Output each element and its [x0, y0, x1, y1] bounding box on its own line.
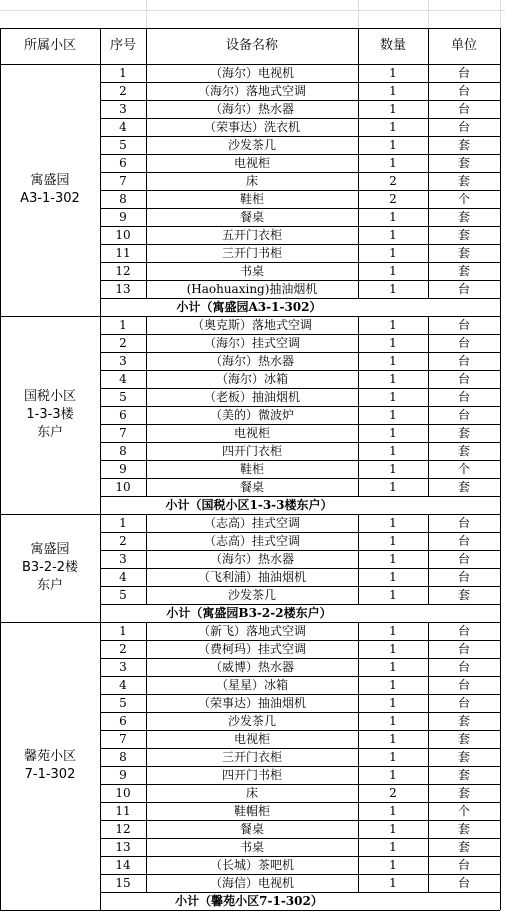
row-number: 9 [119, 462, 127, 476]
row-number: 9 [119, 768, 127, 782]
item-name: 餐桌 [239, 480, 264, 494]
item-quantity: 1 [389, 228, 397, 242]
header-unit: 单位 [450, 38, 477, 53]
item-unit: 台 [457, 678, 470, 692]
item-name: 三开门书柜 [221, 246, 282, 260]
item-unit: 台 [457, 84, 470, 98]
item-name: （长城）茶吧机 [209, 858, 294, 872]
row-number: 7 [119, 174, 127, 188]
item-name: （海尔）热水器 [209, 552, 294, 566]
item-unit: 套 [457, 156, 470, 170]
header-number: 序号 [109, 38, 136, 53]
item-quantity: 1 [389, 516, 397, 530]
item-name: （海尔）热水器 [209, 354, 294, 368]
item-unit: 套 [457, 444, 470, 458]
row-number: 1 [119, 624, 127, 638]
gridline [358, 0, 359, 28]
row-number: 3 [119, 660, 127, 674]
gridline [428, 0, 429, 28]
item-unit: 个 [457, 804, 470, 818]
item-name: 鞋柜 [239, 192, 264, 206]
row-number: 3 [119, 552, 127, 566]
table-border [146, 622, 147, 892]
gridline [0, 10, 505, 11]
item-name: （新飞）落地式空调 [197, 624, 306, 638]
row-number: 2 [119, 534, 127, 548]
item-quantity: 1 [389, 678, 397, 692]
item-name: （星星）冰箱 [215, 678, 288, 692]
item-name: 餐桌 [239, 210, 264, 224]
community-name: 馨苑小区 7-1-302 [23, 749, 76, 782]
row-number: 5 [119, 588, 127, 602]
item-quantity: 1 [389, 390, 397, 404]
item-quantity: 1 [389, 102, 397, 116]
item-name: 沙发茶几 [227, 588, 276, 602]
item-unit: 套 [457, 210, 470, 224]
item-unit: 套 [457, 246, 470, 260]
item-name: 床 [245, 786, 258, 800]
item-name: （飞利浦）抽油烟机 [197, 570, 306, 584]
subtotal-row: 小计（寓盛园B3-2-2楼东户） [166, 606, 332, 620]
row-number: 8 [119, 192, 127, 206]
row-number: 1 [119, 66, 127, 80]
item-quantity: 1 [389, 768, 397, 782]
item-quantity: 1 [389, 822, 397, 836]
item-quantity: 2 [389, 786, 397, 800]
item-unit: 个 [457, 192, 470, 206]
item-name: （威博）热水器 [209, 660, 294, 674]
row-number: 4 [119, 372, 127, 386]
item-quantity: 1 [389, 138, 397, 152]
row-number: 10 [115, 480, 131, 494]
item-quantity: 1 [389, 840, 397, 854]
item-unit: 台 [457, 858, 470, 872]
item-unit: 台 [457, 570, 470, 584]
row-number: 15 [115, 876, 131, 890]
row-number: 10 [115, 228, 131, 242]
subtotal-row: 小计（馨苑小区7-1-302） [175, 894, 323, 908]
row-number: 8 [119, 444, 127, 458]
table-border [100, 28, 101, 910]
row-number: 12 [115, 264, 131, 278]
item-unit: 台 [457, 372, 470, 386]
item-unit: 台 [457, 516, 470, 530]
item-name: 沙发茶几 [227, 714, 276, 728]
item-quantity: 2 [389, 192, 397, 206]
row-number: 5 [119, 390, 127, 404]
row-number: 5 [119, 696, 127, 710]
item-unit: 台 [457, 354, 470, 368]
item-unit: 台 [457, 552, 470, 566]
item-quantity: 1 [389, 426, 397, 440]
row-number: 13 [115, 840, 131, 854]
item-name: 电视柜 [233, 156, 270, 170]
row-number: 8 [119, 750, 127, 764]
item-name: （海尔）热水器 [209, 102, 294, 116]
item-name: （荣事达）洗衣机 [203, 120, 300, 134]
item-quantity: 1 [389, 66, 397, 80]
row-number: 11 [115, 246, 131, 260]
table-border [428, 514, 429, 604]
row-number: 11 [115, 804, 131, 818]
item-unit: 台 [457, 642, 470, 656]
item-name: （海尔）电视机 [209, 66, 294, 80]
table-border [358, 64, 359, 298]
item-unit: 台 [457, 318, 470, 332]
item-quantity: 1 [389, 318, 397, 332]
item-unit: 套 [457, 228, 470, 242]
item-name: （志高）挂式空调 [203, 534, 300, 548]
item-unit: 套 [457, 426, 470, 440]
item-quantity: 1 [389, 660, 397, 674]
community-name: 寓盛园 B3-2-2楼 东户 [21, 542, 79, 593]
item-quantity: 1 [389, 120, 397, 134]
gridline [146, 0, 147, 28]
row-number: 7 [119, 426, 127, 440]
row-number: 3 [119, 102, 127, 116]
row-number: 4 [119, 678, 127, 692]
item-unit: 台 [457, 282, 470, 296]
row-number: 2 [119, 642, 127, 656]
item-name: 四开门衣柜 [221, 444, 282, 458]
item-quantity: 1 [389, 624, 397, 638]
item-quantity: 1 [389, 552, 397, 566]
item-quantity: 1 [389, 750, 397, 764]
item-unit: 台 [457, 120, 470, 134]
item-name: （奥克斯）落地式空调 [191, 318, 312, 332]
item-quantity: 1 [389, 588, 397, 602]
item-name: 电视柜 [233, 732, 270, 746]
item-unit: 套 [457, 768, 470, 782]
item-quantity: 1 [389, 696, 397, 710]
item-name: 电视柜 [233, 426, 270, 440]
table-border [146, 316, 147, 496]
table-border [428, 28, 429, 64]
header-community: 所属小区 [23, 38, 76, 53]
item-name: 四开门书柜 [221, 768, 282, 782]
item-quantity: 1 [389, 408, 397, 422]
item-name: 床 [245, 174, 258, 188]
item-name: （志高）挂式空调 [203, 516, 300, 530]
item-name: （海尔）挂式空调 [203, 336, 300, 350]
row-number: 6 [119, 714, 127, 728]
item-unit: 台 [457, 408, 470, 422]
item-quantity: 1 [389, 804, 397, 818]
row-number: 14 [115, 858, 131, 872]
row-number: 9 [119, 210, 127, 224]
item-quantity: 1 [389, 876, 397, 890]
item-quantity: 1 [389, 84, 397, 98]
item-name: （海信）电视机 [209, 876, 294, 890]
item-unit: 台 [457, 66, 470, 80]
item-unit: 套 [457, 732, 470, 746]
item-name: （美的）微波炉 [209, 408, 294, 422]
item-name: （荣事达）抽油烟机 [197, 696, 306, 710]
item-quantity: 1 [389, 156, 397, 170]
item-quantity: 1 [389, 264, 397, 278]
item-unit: 套 [457, 822, 470, 836]
item-name: 鞋帽柜 [233, 804, 270, 818]
item-quantity: 1 [389, 444, 397, 458]
row-number: 4 [119, 120, 127, 134]
header-quantity: 数量 [379, 38, 406, 53]
gridline [500, 0, 501, 28]
row-number: 3 [119, 354, 127, 368]
row-number: 2 [119, 336, 127, 350]
subtotal-row: 小计（国税小区1-3-3楼东户） [165, 498, 333, 512]
item-unit: 套 [457, 786, 470, 800]
item-unit: 台 [457, 660, 470, 674]
item-quantity: 1 [389, 354, 397, 368]
item-unit: 套 [457, 480, 470, 494]
item-name: 书桌 [239, 264, 264, 278]
table-border [428, 622, 429, 892]
row-number: 7 [119, 732, 127, 746]
item-quantity: 1 [389, 372, 397, 386]
row-number: 6 [119, 156, 127, 170]
item-quantity: 1 [389, 858, 397, 872]
item-unit: 套 [457, 588, 470, 602]
item-quantity: 1 [389, 642, 397, 656]
community-name: 寓盛园 A3-1-302 [20, 173, 80, 206]
item-quantity: 1 [389, 570, 397, 584]
row-number: 12 [115, 822, 131, 836]
item-quantity: 1 [389, 210, 397, 224]
item-unit: 台 [457, 624, 470, 638]
item-quantity: 1 [389, 714, 397, 728]
item-unit: 套 [457, 174, 470, 188]
subtotal-row: 小计（寓盛园A3-1-302） [176, 300, 322, 314]
table-border [358, 28, 359, 64]
row-number: 4 [119, 570, 127, 584]
item-quantity: 1 [389, 282, 397, 296]
item-unit: 套 [457, 714, 470, 728]
table-border [146, 28, 147, 64]
table-border [428, 316, 429, 496]
row-number: 13 [115, 282, 131, 296]
row-number: 2 [119, 84, 127, 98]
table-border [146, 64, 147, 298]
item-name: 三开门衣柜 [221, 750, 282, 764]
item-quantity: 1 [389, 246, 397, 260]
item-unit: 套 [457, 750, 470, 764]
item-unit: 套 [457, 138, 470, 152]
header-item-name: 设备名称 [225, 38, 278, 53]
item-name: （老板）抽油烟机 [203, 390, 300, 404]
item-unit: 套 [457, 840, 470, 854]
item-unit: 套 [457, 264, 470, 278]
item-unit: 台 [457, 534, 470, 548]
row-number: 10 [115, 786, 131, 800]
item-quantity: 1 [389, 732, 397, 746]
item-name: （海尔）落地式空调 [197, 84, 306, 98]
item-unit: 台 [457, 876, 470, 890]
item-unit: 个 [457, 462, 470, 476]
item-unit: 台 [457, 102, 470, 116]
item-quantity: 1 [389, 336, 397, 350]
table-border [500, 28, 501, 910]
row-number: 1 [119, 516, 127, 530]
item-quantity: 1 [389, 480, 397, 494]
table-border [358, 514, 359, 604]
row-number: 5 [119, 138, 127, 152]
item-quantity: 1 [389, 462, 397, 476]
item-quantity: 1 [389, 534, 397, 548]
item-name: （费柯玛）挂式空调 [197, 642, 306, 656]
table-border [0, 28, 1, 910]
item-name: （海尔）冰箱 [215, 372, 288, 386]
item-name: 鞋柜 [239, 462, 264, 476]
item-name: 书桌 [239, 840, 264, 854]
row-number: 6 [119, 408, 127, 422]
item-quantity: 2 [389, 174, 397, 188]
table-border [0, 910, 500, 911]
item-unit: 台 [457, 336, 470, 350]
item-name: 五开门衣柜 [221, 228, 282, 242]
table-border [358, 622, 359, 892]
item-name: 餐桌 [239, 822, 264, 836]
item-name: (Haohuaxing)抽油烟机 [186, 282, 318, 296]
row-number: 1 [119, 318, 127, 332]
community-name: 国税小区 1-3-3楼 东户 [23, 389, 76, 440]
item-unit: 台 [457, 696, 470, 710]
item-unit: 台 [457, 390, 470, 404]
table-border [146, 514, 147, 604]
table-border [0, 28, 500, 29]
table-border [358, 316, 359, 496]
item-name: 沙发茶几 [227, 138, 276, 152]
table-border [428, 64, 429, 298]
